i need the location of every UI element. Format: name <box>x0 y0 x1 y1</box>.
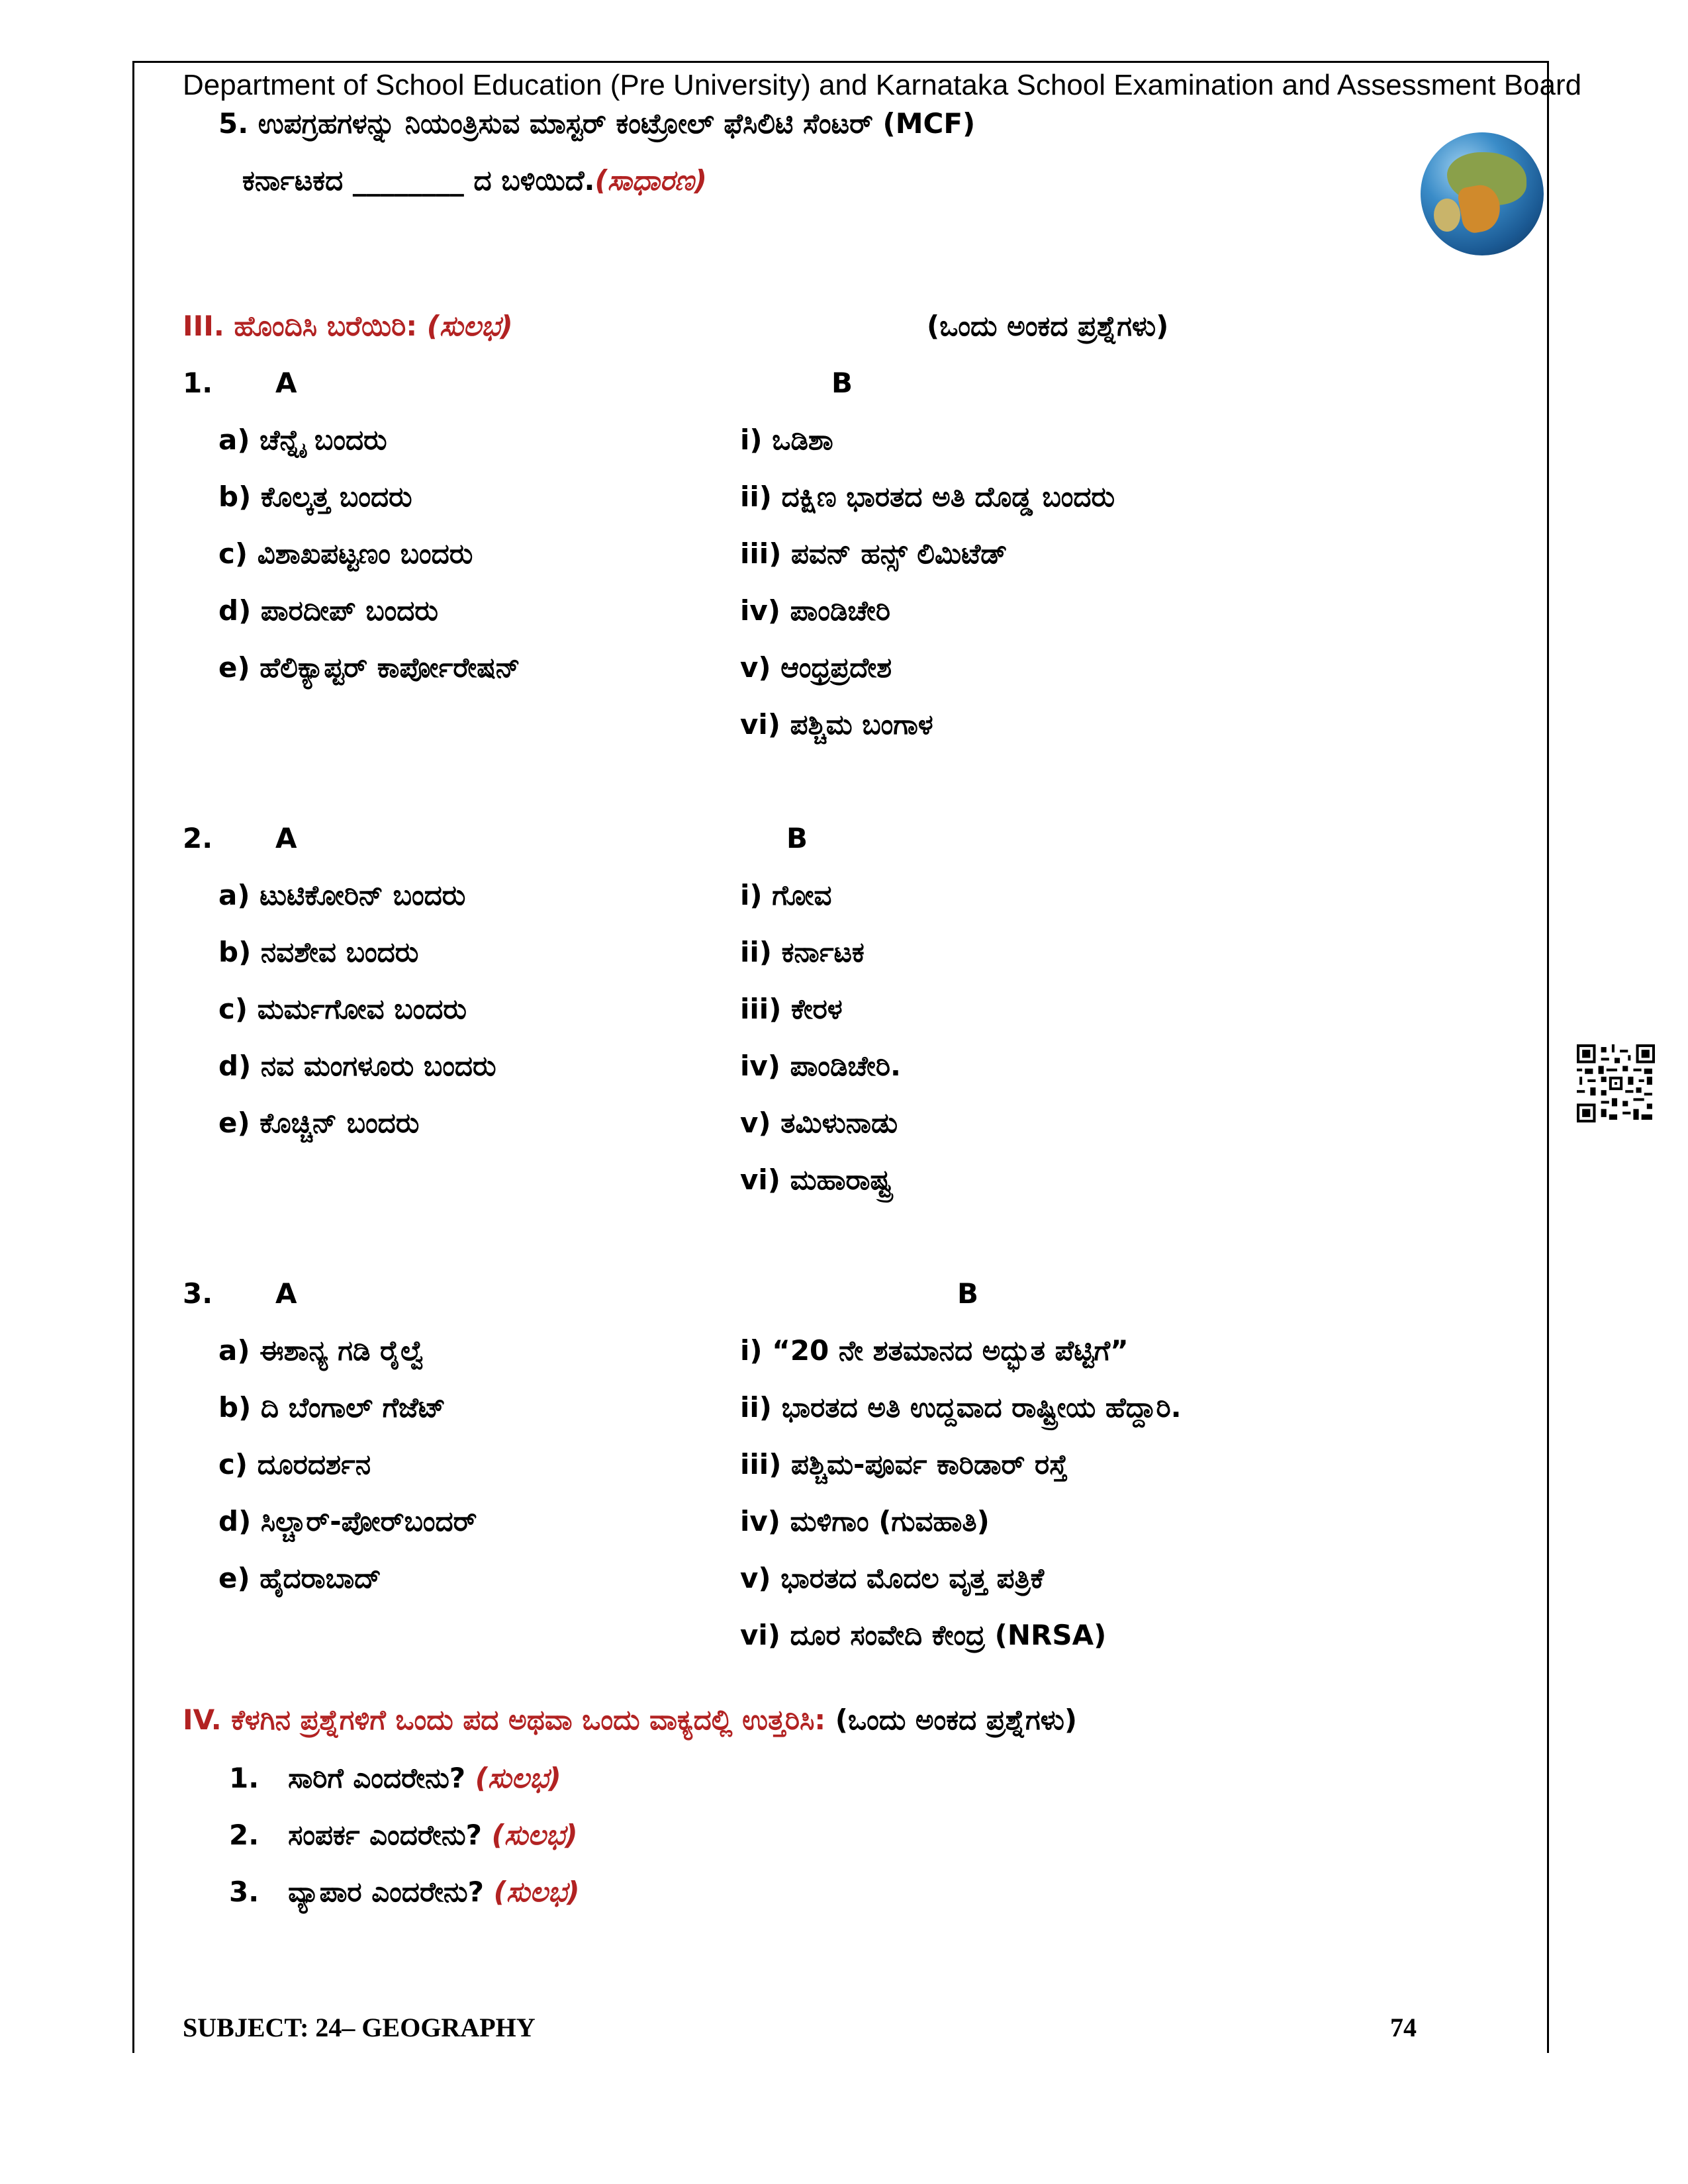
match2-b-item: vi) ಮಹಾರಾಷ್ಟ್ರ <box>740 1163 892 1196</box>
match1-col-a-header: A <box>275 367 297 399</box>
board-header: Department of School Education (Pre University) and Karnataka School Examination and Assessment Board <box>183 69 1582 101</box>
section4-marks: (ಒಂದು ಅಂಕದ ಪ್ರಶ್ನೆಗಳು) <box>835 1704 1078 1736</box>
difficulty-tag: (ಸುಲಭ) <box>491 1819 578 1851</box>
match1-b-item: vi) ಪಶ್ಚಿಮ ಬಂಗಾಳ <box>740 708 933 741</box>
question-number: 2. <box>229 1819 259 1851</box>
section4-question <box>229 1762 561 1795</box>
match1-a-item: d) ಪಾರದೀಪ್ ಬಂದರು <box>218 594 438 627</box>
match2-b-item: v) ತಮಿಳುನಾಡು <box>740 1107 898 1139</box>
section4-question <box>229 1876 580 1909</box>
match2-a-item: b) ನವಶೇವ ಬಂದರು <box>218 936 419 968</box>
page-number: 74 <box>1390 2013 1417 2042</box>
match1-number: 1. <box>183 367 213 399</box>
match3-b-item: iii) ಪಶ್ಚಿಮ-ಪೂರ್ವ ಕಾರಿಡಾರ್ ರಸ್ತೆ <box>740 1448 1068 1480</box>
match3-b-item: iv) ಮಳಿಗಾಂ (ಗುವಹಾತಿ) <box>740 1505 990 1537</box>
q5-line2 <box>242 164 707 197</box>
section3-title <box>183 310 513 343</box>
match3-a-item: b) ದಿ ಬೆಂಗಾಲ್ ಗೆಜೆಟ್ <box>218 1391 446 1424</box>
match2-b-item: ii) ಕರ್ನಾಟಕ <box>740 936 865 968</box>
question-number: 3. <box>229 1876 259 1908</box>
footer-subject: SUBJECT: 24– GEOGRAPHY <box>183 2013 536 2042</box>
match3-col-b-header: B <box>957 1277 979 1310</box>
match3-a-item: d) ಸಿಲ್ಚಾರ್-ಪೋರ್‌ಬಂದರ್ <box>218 1505 477 1537</box>
match3-col-a-header: A <box>275 1277 297 1310</box>
question-number: 1. <box>229 1762 259 1794</box>
globe-icon <box>1421 132 1544 255</box>
section4-question <box>229 1819 578 1852</box>
match3-b-item: ii) ಭಾರತದ ಅತಿ ಉದ್ದವಾದ ರಾಷ್ಟ್ರೀಯ ಹೆದ್ದಾರಿ. <box>740 1391 1182 1424</box>
match1-a-item: a) ಚೆನ್ನೈ ಬಂದರು <box>218 424 387 456</box>
match1-b-item: v) ಆಂಧ್ರಪ್ರದೇಶ <box>740 651 892 684</box>
q5-line2-text: ಕರ್ನಾಟಕದ ________ ದ ಬಳಿಯಿದೆ. <box>242 164 595 197</box>
match2-a-item: e) ಕೊಚ್ಚಿನ್ ಬಂದರು <box>218 1107 420 1139</box>
qr-code-icon <box>1577 1044 1655 1122</box>
match3-a-item: e) ಹೈದರಾಬಾದ್ <box>218 1562 381 1594</box>
section3-title-text: III. ಹೊಂದಿಸಿ ಬರೆಯಿರಿ: <box>183 310 418 342</box>
match1-a-item: b) ಕೊಲ್ಕತ್ತ ಬಂದರು <box>218 480 412 513</box>
match1-a-item: e) ಹೆಲಿಕ್ಯಾಪ್ಟರ್ ಕಾರ್ಪೋರೇಷನ್ <box>218 651 520 684</box>
question-text: ಸಂಪರ್ಕ ಎಂದರೇನು? <box>288 1819 482 1851</box>
difficulty-tag: (ಸುಲಭ) <box>426 310 513 342</box>
match1-a-item: c) ವಿಶಾಖಪಟ್ಟಣಂ ಬಂದರು <box>218 537 473 570</box>
match2-b-item: iv) ಪಾಂಡಿಚೇರಿ. <box>740 1050 901 1082</box>
match2-a-item: c) ಮರ್ಮಗೋವ ಬಂದರು <box>218 993 467 1025</box>
match3-b-item: i) “20 ನೇ ಶತಮಾನದ ಅದ್ಭುತ ಪೆಟ್ಟಿಗೆ” <box>740 1334 1129 1367</box>
match2-a-item: a) ಟುಟಿಕೋರಿನ್ ಬಂದರು <box>218 879 466 911</box>
match3-b-item: v) ಭಾರತದ ಮೊದಲ ವೃತ್ತ ಪತ್ರಿಕೆ <box>740 1562 1045 1594</box>
match1-b-item: ii) ದಕ್ಷಿಣ ಭಾರತದ ಅತಿ ದೊಡ್ಡ ಬಂದರು <box>740 480 1115 513</box>
q5-line1: 5. ಉಪಗ್ರಹಗಳನ್ನು ನಿಯಂತ್ರಿಸುವ ಮಾಸ್ಟರ್ ಕಂಟ್ರೋಲ್ ಫೆಸಿಲಿಟಿ ಸೆಂಟರ್ (MCF) <box>218 107 976 140</box>
difficulty-tag: (ಸುಲಭ) <box>475 1762 561 1794</box>
match2-b-item: iii) ಕೇರಳ <box>740 993 843 1025</box>
section3-marks: (ಒಂದು ಅಂಕದ ಪ್ರಶ್ನೆಗಳು) <box>927 310 1169 342</box>
match2-number: 2. <box>183 822 213 854</box>
match2-a-item: d) ನವ ಮಂಗಳೂರು ಬಂದರು <box>218 1050 496 1082</box>
match1-b-item: i) ಒಡಿಶಾ <box>740 424 833 456</box>
difficulty-tag: (ಸಾಧಾರಣ) <box>594 164 707 197</box>
match1-b-item: iv) ಪಾಂಡಿಚೇರಿ <box>740 594 891 627</box>
match1-col-b-header: B <box>831 367 853 399</box>
difficulty-tag: (ಸುಲಭ) <box>493 1876 580 1908</box>
match2-col-a-header: A <box>275 822 297 854</box>
match3-a-item: c) ದೂರದರ್ಶನ <box>218 1448 371 1480</box>
match2-col-b-header: B <box>786 822 808 854</box>
question-text: ಸಾರಿಗೆ ಎಂದರೇನು? <box>288 1762 466 1794</box>
match1-b-item: iii) ಪವನ್ ಹನ್ಸ್ ಲಿಮಿಟೆಡ್ <box>740 537 1008 570</box>
match3-b-item: vi) ದೂರ ಸಂವೇದಿ ಕೇಂದ್ರ (NRSA) <box>740 1619 1107 1651</box>
match2-b-item: i) ಗೋವ <box>740 879 832 911</box>
match3-number: 3. <box>183 1277 213 1310</box>
section4-heading <box>183 1704 1077 1737</box>
section4-title: IV. ಕೆಳಗಿನ ಪ್ರಶ್ನೆಗಳಿಗೆ ಒಂದು ಪದ ಅಥವಾ ಒಂದು ವಾಕ್ಯದಲ್ಲಿ ಉತ್ತರಿಸಿ: <box>183 1704 826 1736</box>
question-text: ವ್ಯಾಪಾರ ಎಂದರೇನು? <box>288 1876 485 1908</box>
match3-a-item: a) ಈಶಾನ್ಯ ಗಡಿ ರೈಲ್ವೆ <box>218 1334 425 1367</box>
